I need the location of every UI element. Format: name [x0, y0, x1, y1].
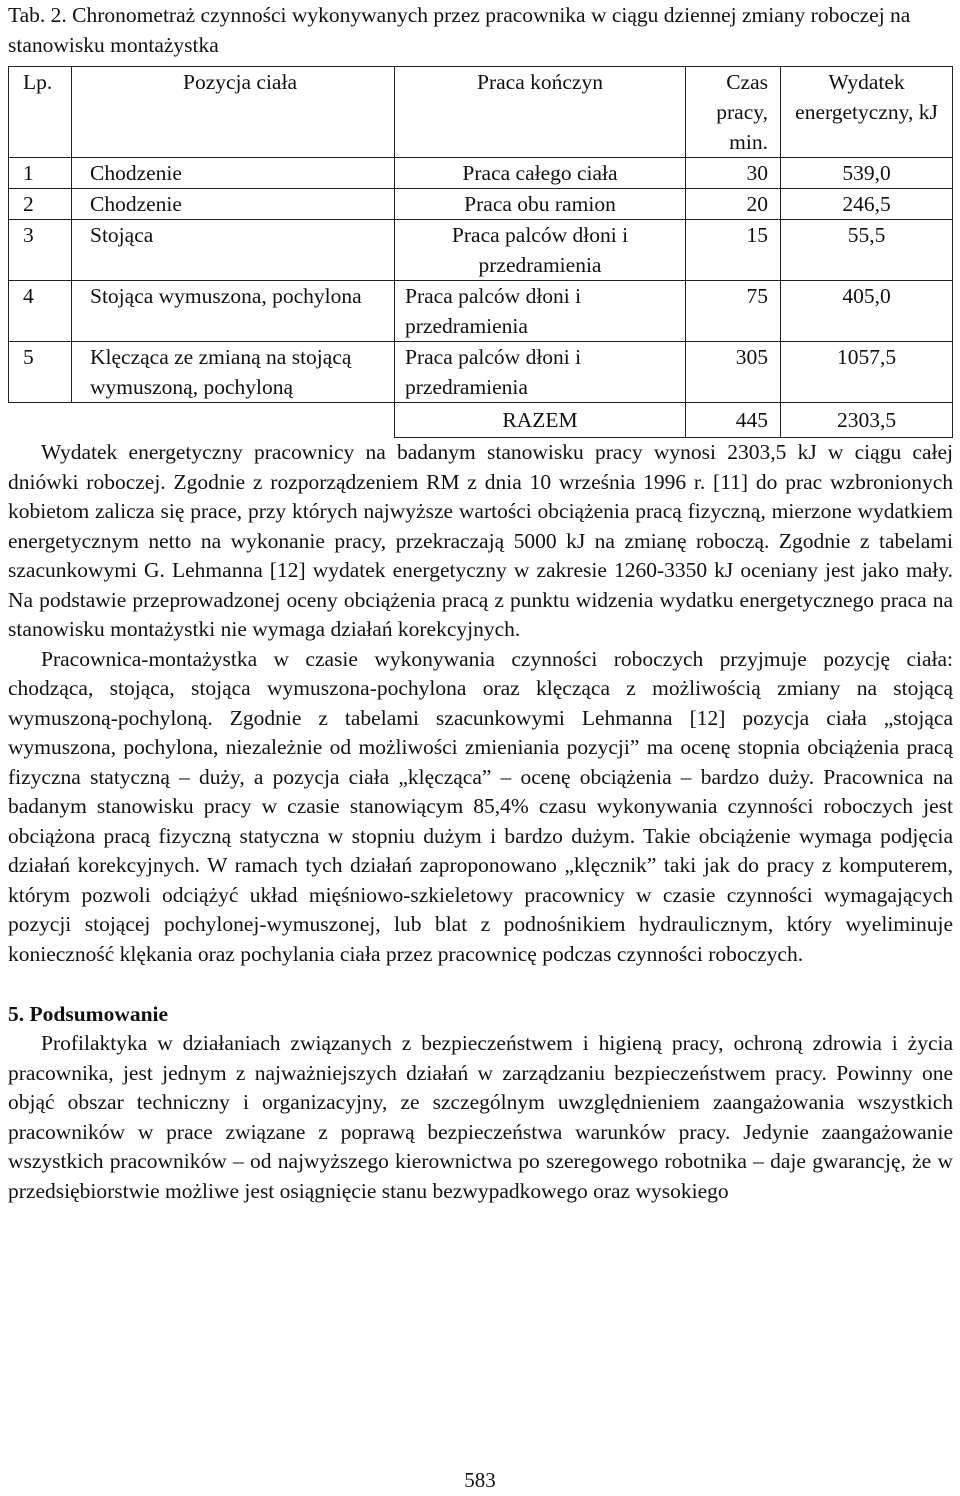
- paragraph-energy: Wydatek energetyczny pracownicy na badanym stanowisku pracy wynosi 2303,5 kJ w ciągu całej dniówki roboczej. Zgodnie z rozporządzeniem RM z dnia 10 września 1996 r. [11] do prac wzbronionych kobietom zalicza się prace, przy których najwyższe wartości obciążenia pracą fizyczną, mierzone wydatkiem energetycznym netto na wykonanie pracy, przekraczają 5000 kJ na zmianę roboczą. Zgodnie z tabelami szacunkowymi G. Lehmanna [12] wydatek energetyczny w zakresie 1260-3350 kJ oceniany jest jako mały. Na podstawie przeprowadzonej oceny obciążenia pracą z punktu widzenia wydatku energetycznego praca na stanowisku montażystki nie wymaga działań korekcyjnych.: [8, 440, 953, 641]
- table-caption: Tab. 2. Chronometraż czynności wykonywanych przez pracownika w ciągu dziennej zmiany roboczej na stanowisku montażystka: [8, 3, 911, 57]
- cell-wydatek: 539,0: [781, 158, 953, 189]
- table-row: [9, 189, 953, 220]
- chronometry-table: [8, 66, 953, 438]
- cell-lp: 4: [9, 281, 72, 342]
- cell-czas: 75: [686, 281, 781, 342]
- cell-lp: 3: [9, 220, 72, 281]
- cell-pozycja: Stojąca: [72, 220, 395, 281]
- header-pozycja: Pozycja ciała: [72, 67, 395, 158]
- cell-lp: 2: [9, 189, 72, 220]
- cell-pozycja: Chodzenie: [72, 158, 395, 189]
- cell-praca: Praca palców dłoni i przedramienia: [395, 281, 686, 342]
- cell-praca: Praca palców dłoni i przedramienia: [395, 342, 686, 403]
- empty-cell: [9, 403, 72, 438]
- table-row: [9, 342, 953, 403]
- cell-pozycja: Chodzenie: [72, 189, 395, 220]
- cell-wydatek: 246,5: [781, 189, 953, 220]
- cell-czas: 15: [686, 220, 781, 281]
- sum-czas: 445: [686, 403, 781, 438]
- cell-lp: 1: [9, 158, 72, 189]
- page-number: 583: [464, 1468, 496, 1492]
- cell-lp: 5: [9, 342, 72, 403]
- section-heading: 5. Podsumowanie: [8, 1002, 169, 1026]
- page: [8, 0, 953, 1206]
- header-wydatek: Wydatek energetyczny, kJ: [781, 67, 953, 158]
- cell-czas: 305: [686, 342, 781, 403]
- table-row: [9, 281, 953, 342]
- cell-czas: 30: [686, 158, 781, 189]
- cell-praca: Praca palców dłoni i przedramienia: [395, 220, 686, 281]
- header-praca: Praca kończyn: [395, 67, 686, 158]
- header-lp: Lp.: [9, 67, 72, 158]
- sum-label: RAZEM: [395, 403, 686, 438]
- paragraph-summary: Profilaktyka w działaniach związanych z bezpieczeństwem i higieną pracy, ochroną zdrowia i życia pracownika, jest jednym z najważniejszych działań w zarządzaniu bezpieczeństwem pracy. Powinny one objąć obszar techniczny i organizacyjny, ze szczególnym uwzględnieniem zaangażowania wszystkich pracowników w prace związane z poprawą bezpieczeństwa warunków pracy. Jedynie zaangażowanie wszystkich pracowników – od najwyższego kierownictwa po szeregowego robotnika – daje gwarancję, że w przedsiębiorstwie możliwe jest osiągnięcie stanu bezwypadkowego oraz wysokiego: [8, 1031, 953, 1203]
- sum-wydatek: 2303,5: [781, 403, 953, 438]
- table-header-row: [9, 67, 953, 158]
- cell-praca: Praca całego ciała: [395, 158, 686, 189]
- table-row: [9, 158, 953, 189]
- cell-wydatek: 55,5: [781, 220, 953, 281]
- empty-cell: [72, 403, 395, 438]
- cell-pozycja: Stojąca wymuszona, pochylona: [72, 281, 395, 342]
- cell-praca: Praca obu ramion: [395, 189, 686, 220]
- cell-czas: 20: [686, 189, 781, 220]
- cell-wydatek: 405,0: [781, 281, 953, 342]
- table-row: [9, 220, 953, 281]
- table-sum-row: [9, 403, 953, 438]
- paragraph-posture: Pracownica-montażystka w czasie wykonywania czynności roboczych przyjmuje pozycję ciała: chodząca, stojąca, stojąca wymuszona-pochylona oraz klęcząca z możliwością zmiany na stojącą wymuszoną-pochyloną. Zgodnie z tabelami szacunkowymi Lehmanna [12] pozycja ciała „stojąca wymuszona, pochylona, niezależnie od możliwości zmieniania pozycji” ma ocenę stopnia obciążenia pracą fizyczna statyczną – duży, a pozycja ciała „klęcząca” – ocenę obciążenia – bardzo duży. Pracownica na badanym stanowisku pracy w czasie stanowiącym 85,4% czasu wykonywania czynności roboczych jest obciążona pracą fizyczną statyczna w stopniu dużym i bardzo dużym. Takie obciążenie wymaga podjęcia działań korekcyjnych. W ramach tych działań zaproponowano „klęcznik” taki jak do pracy z komputerem, którym pozwoli odciążyć układ mięśniowo-szkieletowy pracownicy w czasie czynności wymagających pozycji stojącej pochylonej-wymuszonej, lub blat z podnośnikiem hydraulicznym, który wyeliminuje konieczność klękania oraz pochylania ciała przez pracownicę podczas czynności roboczych.: [8, 646, 953, 966]
- cell-pozycja: Klęcząca ze zmianą na stojącą wymuszoną, pochyloną: [72, 342, 395, 403]
- header-czas: Czas pracy, min.: [686, 67, 781, 158]
- cell-wydatek: 1057,5: [781, 342, 953, 403]
